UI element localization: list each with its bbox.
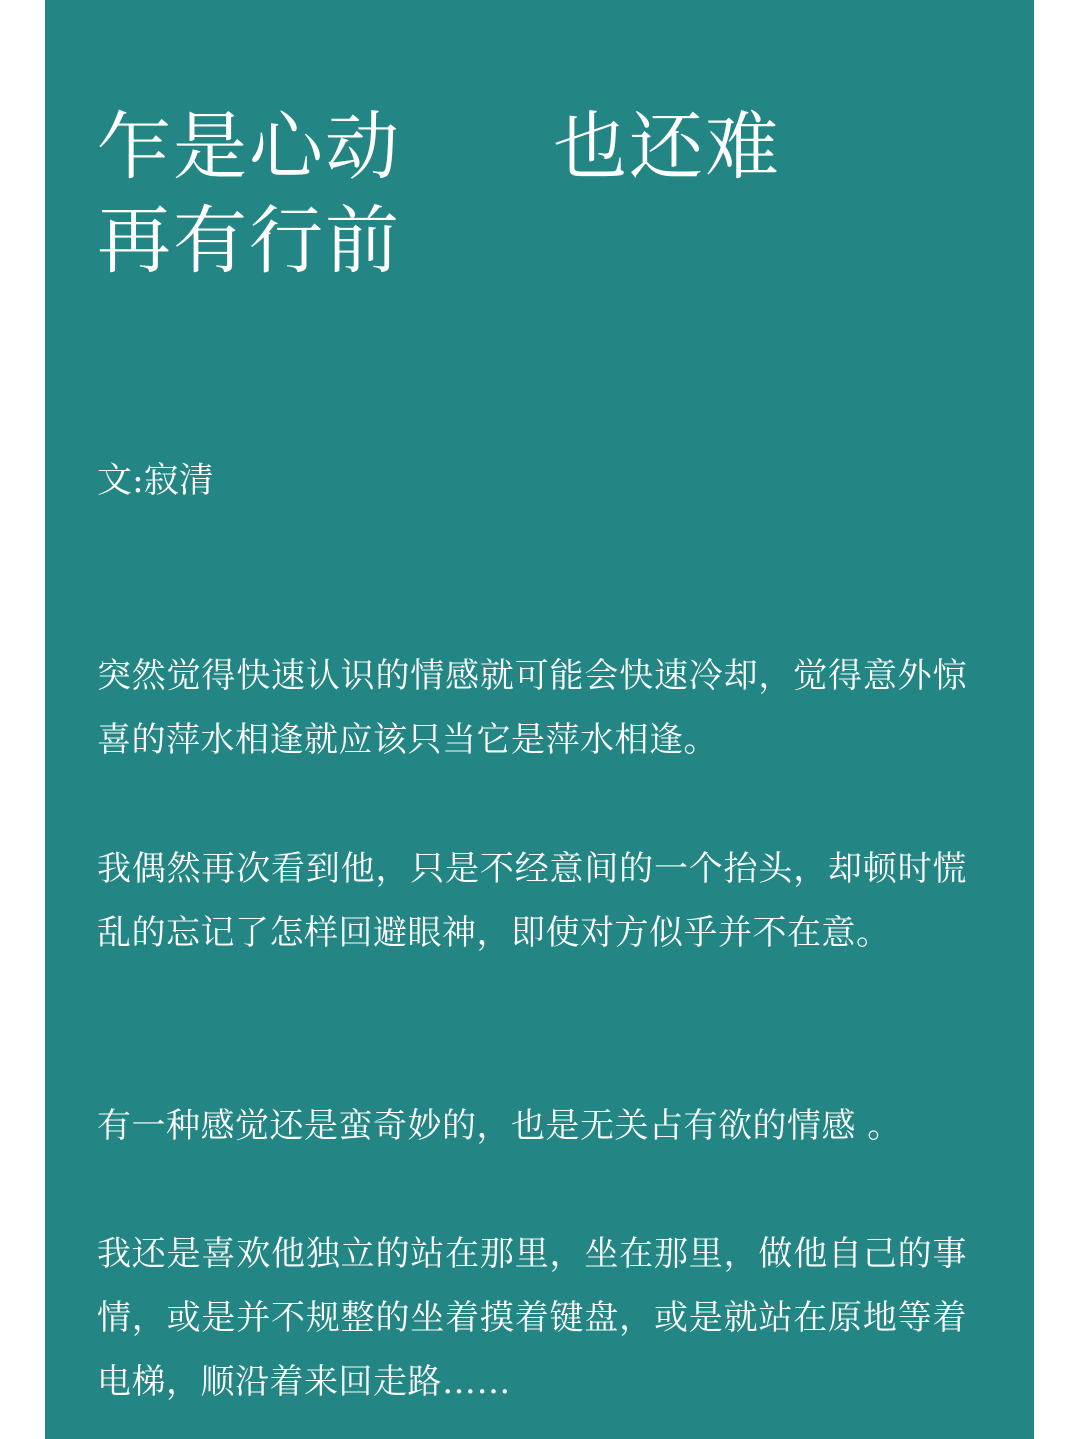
paragraph-1: 突然觉得快速认识的情感就可能会快速冷却，觉得意外惊喜的萍水相逢就应该只当它是萍水相逢。 — [97, 656, 967, 760]
title-line-2: 再有行前 — [97, 198, 401, 284]
paragraph-2: 我偶然再次看到他，只是不经意间的一个抬头，却顿时慌乱的忘记了怎样回避眼神，即使对方似乎并不在意。 — [97, 849, 967, 953]
article-title — [97, 100, 781, 288]
author-byline: 文:寂清 — [97, 461, 214, 501]
paragraph-3: 有一种感觉还是蛮奇妙的，也是无关占有欲的情感 。 — [97, 1106, 902, 1146]
paragraph-4: 我还是喜欢他独立的站在那里，坐在那里，做他自己的事情，或是并不规整的坐着摸着键盘，或是就站在原地等着电梯，顺沿着来回走路…… — [97, 1234, 967, 1402]
article-card — [45, 0, 1034, 1439]
title-line-1: 乍是心动 也还难 — [97, 104, 781, 190]
